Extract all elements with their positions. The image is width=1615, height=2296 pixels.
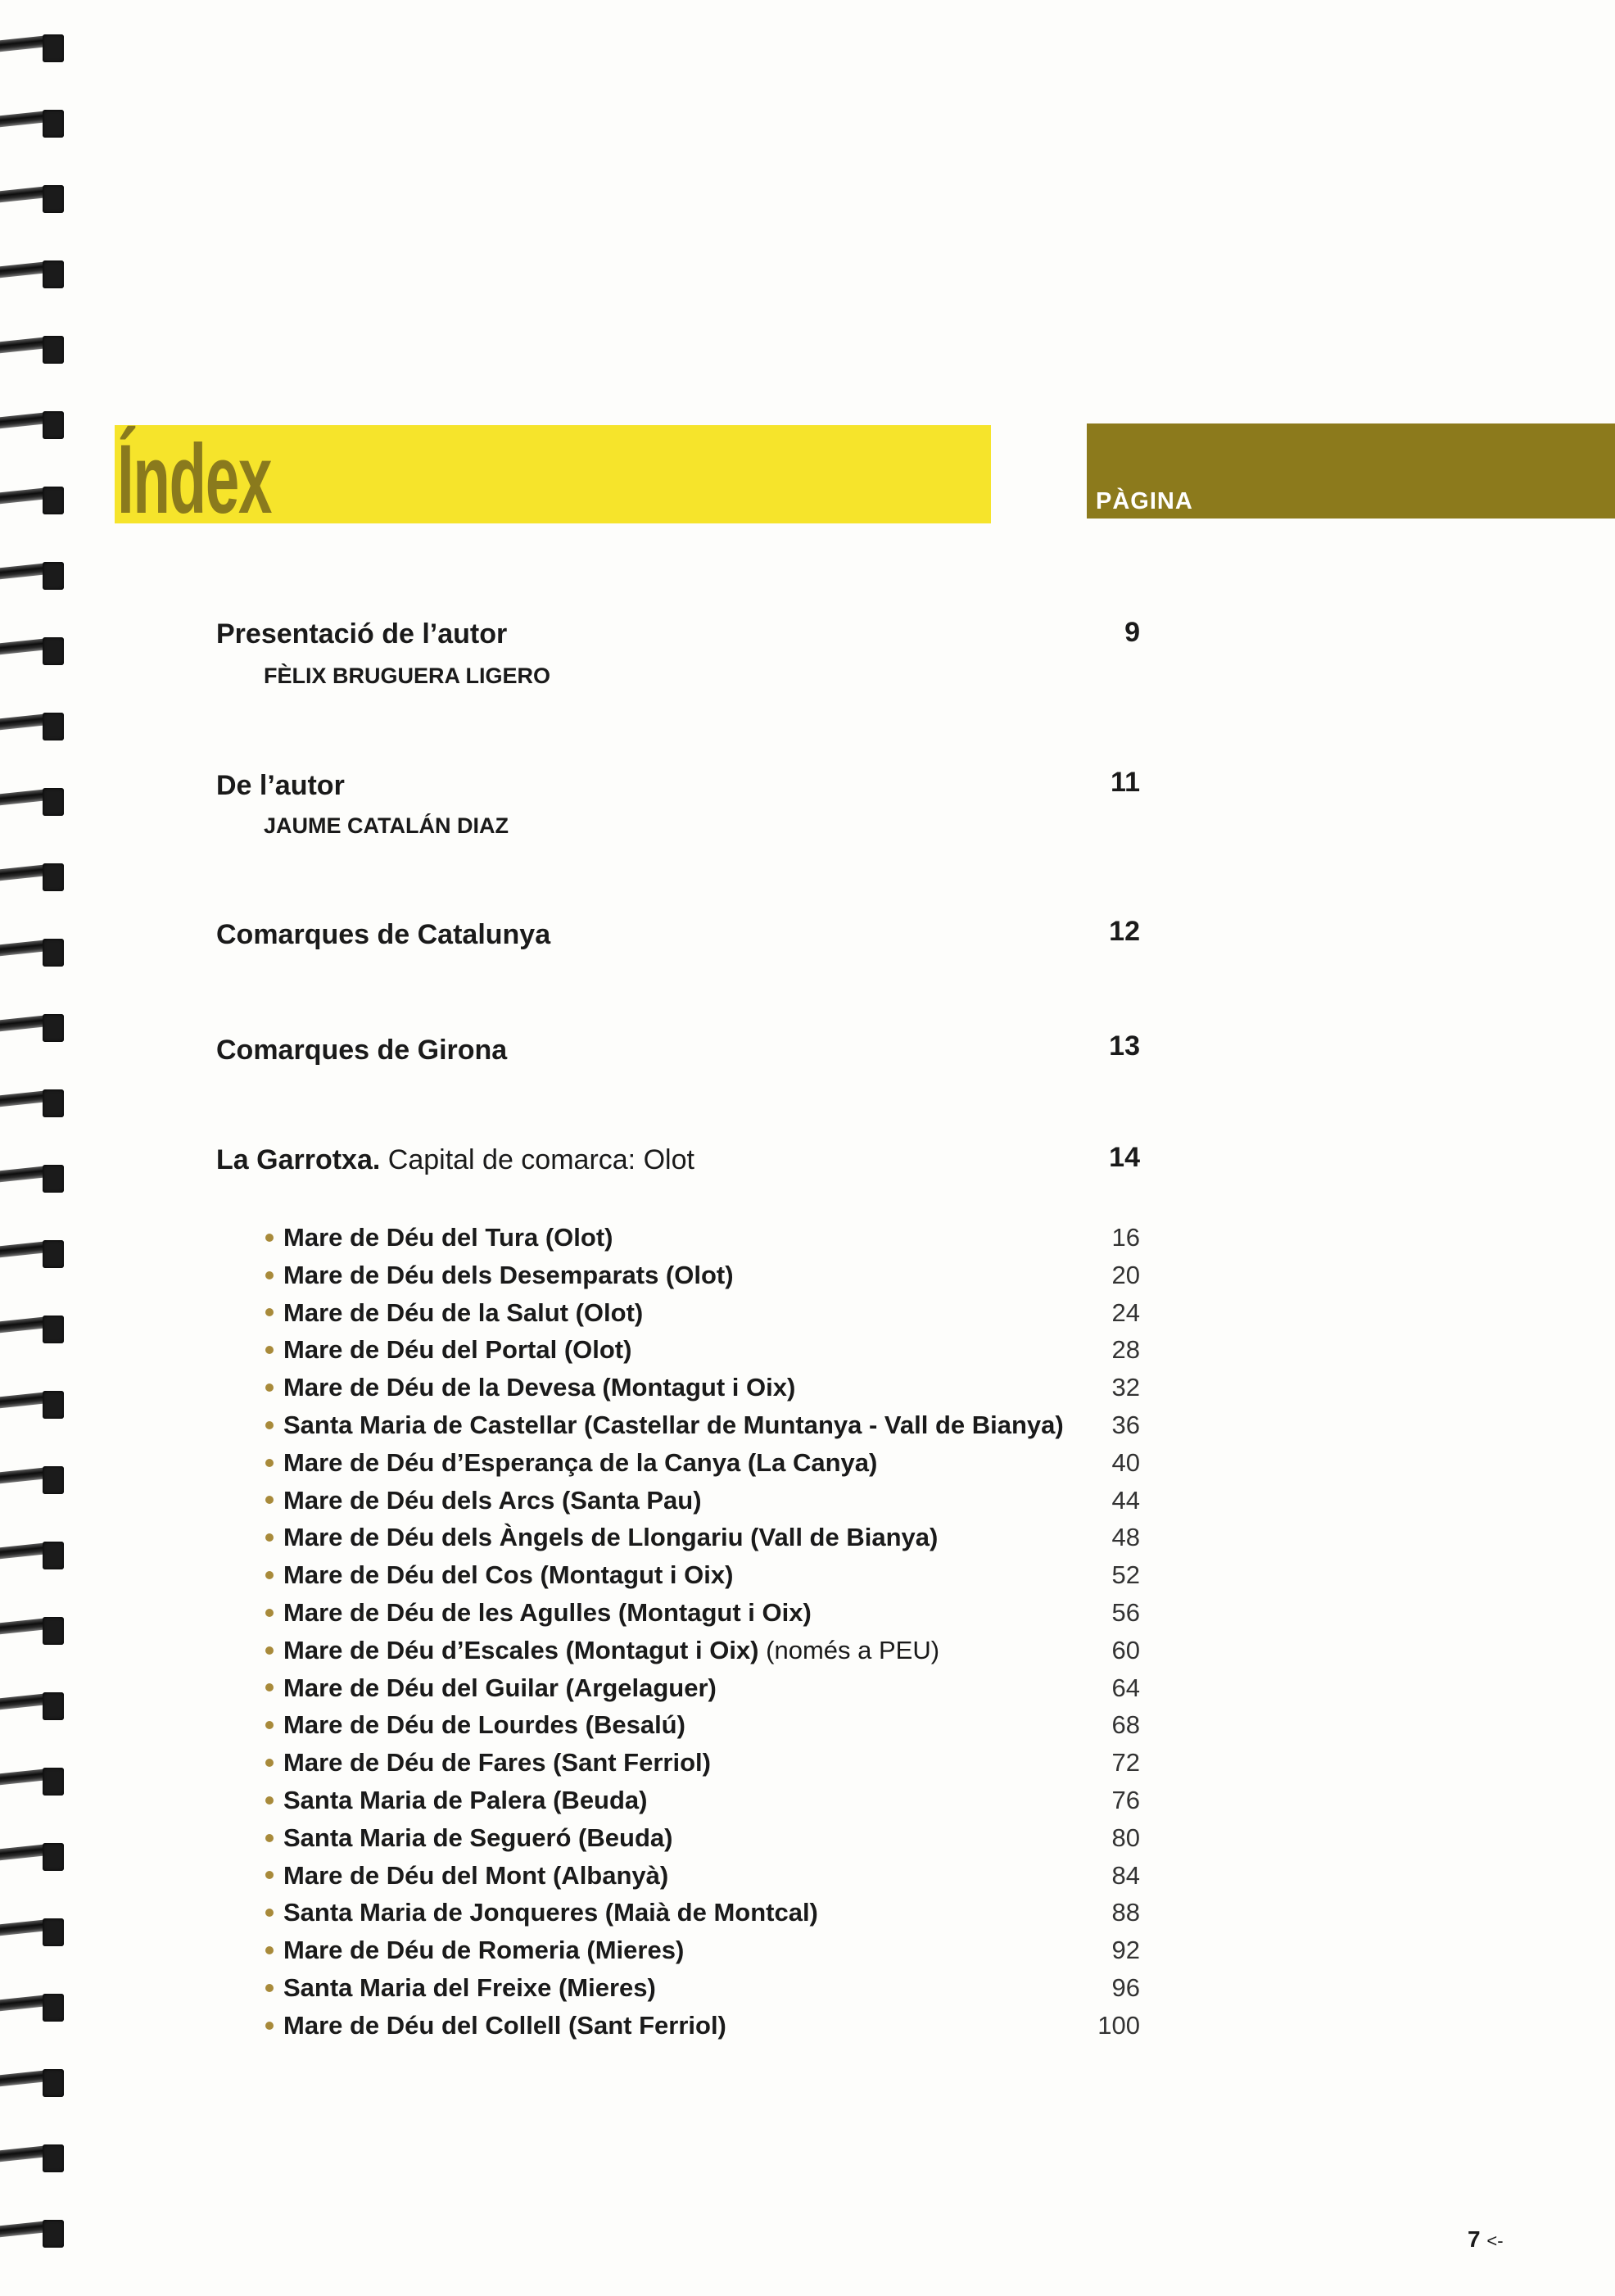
bullet-icon: [265, 1871, 274, 1879]
list-item-page: 100: [1097, 2010, 1140, 2040]
list-item-page: 32: [1111, 1373, 1140, 1402]
section-title-text: La Garrotxa.: [216, 1144, 381, 1175]
list-item: [265, 1819, 1166, 1857]
list-item: [265, 1556, 1166, 1594]
list-item-label: Mare de Déu del Collell (Sant Ferriol): [283, 2010, 726, 2040]
binding-ring: [0, 33, 64, 64]
list-item-label: Mare de Déu dels Desemparats (Olot): [283, 1260, 734, 1289]
list-item: [265, 2007, 1166, 2045]
bullet-icon: [265, 1271, 274, 1279]
list-item-label: Santa Maria de Segueró (Beuda): [283, 1823, 673, 1852]
binding-ring: [0, 183, 64, 215]
section-title: Comarques de Girona: [216, 1035, 508, 1066]
list-item-label: Mare de Déu dels Arcs (Santa Pau): [283, 1485, 702, 1515]
list-item: [265, 1706, 1166, 1744]
list-item-page: 76: [1111, 1785, 1140, 1814]
list-item: [265, 1257, 1166, 1294]
bullet-icon: [265, 1308, 274, 1316]
binding-ring: [0, 560, 64, 591]
binding-ring: [0, 2218, 64, 2249]
list-item: [265, 1519, 1166, 1556]
list-item-page: 16: [1111, 1223, 1140, 1252]
bullet-icon: [265, 1533, 274, 1542]
binding-ring: [0, 1615, 64, 1646]
bullet-icon: [265, 1383, 274, 1392]
list-item-label: Mare de Déu del Guilar (Argelaguer): [283, 1673, 717, 1702]
binding-ring: [0, 1841, 64, 1873]
bullet-icon: [265, 1609, 274, 1617]
section-page: 9: [1124, 617, 1140, 648]
bullet-icon: [265, 1234, 274, 1242]
section-title-garrotxa: [216, 1144, 694, 1176]
list-item-label: Mare de Déu d’Escales (Montagut i Oix): [283, 1635, 759, 1664]
list-item: [265, 1482, 1166, 1519]
list-item: [265, 1219, 1166, 1257]
list-item-label: Mare de Déu de Romeria (Mieres): [283, 1936, 685, 1965]
section-author: FÈLIX BRUGUERA LIGERO: [264, 663, 551, 688]
binding-ring: [0, 1917, 64, 1948]
binding-ring: [0, 636, 64, 667]
list-item-label: Mare de Déu del Tura (Olot): [283, 1223, 613, 1252]
section-title: De l’autor: [216, 770, 345, 801]
list-item-label: Mare de Déu de la Devesa (Montagut i Oix): [283, 1373, 796, 1402]
binding-ring: [0, 1766, 64, 1797]
bullet-icon: [265, 1984, 274, 1992]
binding-ring: [0, 862, 64, 893]
list-item-label: Mare de Déu dels Àngels de Llongariu (Vall de Bianya): [283, 1523, 939, 1552]
list-item-note: (només a PEU): [766, 1635, 940, 1664]
bullet-icon: [265, 2022, 274, 2030]
list-item-page: 56: [1111, 1597, 1140, 1627]
list-item-label: Mare de Déu del Cos (Montagut i Oix): [283, 1560, 734, 1590]
bullet-icon: [265, 1346, 274, 1354]
list-item-page: 68: [1111, 1710, 1140, 1740]
binding-ring: [0, 2143, 64, 2174]
binding-ring: [0, 1239, 64, 1270]
section-page: 12: [1109, 916, 1140, 947]
bullet-icon: [265, 1796, 274, 1805]
bullet-icon: [265, 1834, 274, 1842]
list-item: [265, 1594, 1166, 1632]
list-item-label: Santa Maria de Jonqueres (Maià de Montcal): [283, 1898, 818, 1927]
list-item-page: 28: [1111, 1335, 1140, 1365]
section-page: 14: [1109, 1142, 1140, 1173]
list-item: [265, 1744, 1166, 1782]
bullet-icon: [265, 1909, 274, 1917]
list-item: [265, 1857, 1166, 1895]
list-item-label: Mare de Déu de Lourdes (Besalú): [283, 1710, 685, 1740]
footer-arrow: <-: [1486, 2230, 1504, 2251]
list-item-label: Mare de Déu de la Salut (Olot): [283, 1297, 644, 1327]
bullet-icon: [265, 1571, 274, 1579]
list-item-label: Mare de Déu de les Agulles (Montagut i Oix): [283, 1597, 812, 1627]
list-item-page: 92: [1111, 1936, 1140, 1965]
footer-page-value: 7: [1468, 2226, 1481, 2252]
binding-ring: [0, 259, 64, 290]
list-item: [265, 1632, 1166, 1669]
list-item: [265, 1782, 1166, 1819]
list-item-page: 24: [1111, 1297, 1140, 1327]
list-item-page: 80: [1111, 1823, 1140, 1852]
binding-ring: [0, 1540, 64, 1571]
list-item-label: Mare de Déu d’Esperança de la Canya (La Canya): [283, 1447, 878, 1477]
list-item-page: 44: [1111, 1485, 1140, 1515]
binding-ring: [0, 108, 64, 139]
index-title: Índex: [117, 424, 272, 534]
list-item: [265, 1294, 1166, 1332]
list-item: [265, 1931, 1166, 1969]
list-item: [265, 1894, 1166, 1931]
spiral-binding: [0, 0, 90, 2296]
list-item: [265, 1369, 1166, 1406]
footer-page-number: [1468, 2226, 1504, 2253]
list-item-page: 64: [1111, 1673, 1140, 1702]
binding-ring: [0, 334, 64, 365]
binding-ring: [0, 711, 64, 742]
list-item-label: Mare de Déu de Fares (Sant Ferriol): [283, 1748, 711, 1777]
section-page: 11: [1111, 767, 1140, 798]
list-item-label: Santa Maria de Castellar (Castellar de Muntanya - Vall de Bianya): [283, 1410, 1064, 1439]
list-item-label: Santa Maria de Palera (Beuda): [283, 1785, 648, 1814]
list-item: [265, 1969, 1166, 2007]
list-item-page: 52: [1111, 1560, 1140, 1590]
binding-ring: [0, 1314, 64, 1345]
list-item-page: 72: [1111, 1748, 1140, 1777]
binding-ring: [0, 2067, 64, 2099]
binding-ring: [0, 1012, 64, 1044]
bullet-icon: [265, 1721, 274, 1729]
page-column-label: PÀGINA: [1096, 488, 1193, 514]
list-item-page: 88: [1111, 1898, 1140, 1927]
list-item-page: 20: [1111, 1260, 1140, 1289]
binding-ring: [0, 485, 64, 516]
bullet-icon: [265, 1496, 274, 1504]
bullet-icon: [265, 1646, 274, 1655]
binding-ring: [0, 1163, 64, 1194]
list-item-page: 40: [1111, 1447, 1140, 1477]
list-item-label: Mare de Déu del Portal (Olot): [283, 1335, 632, 1365]
sanctuary-list: [265, 1219, 1166, 2045]
section-author: JAUME CATALÁN DIAZ: [264, 813, 509, 838]
binding-ring: [0, 1992, 64, 2023]
binding-ring: [0, 937, 64, 968]
list-item: [265, 1331, 1166, 1369]
binding-ring: [0, 1691, 64, 1722]
section-title-suffix: Capital de comarca: Olot: [387, 1144, 694, 1175]
list-item-page: 36: [1111, 1410, 1140, 1439]
bullet-icon: [265, 1459, 274, 1467]
bullet-icon: [265, 1759, 274, 1767]
list-item-label: Santa Maria del Freixe (Mieres): [283, 1972, 656, 2002]
list-item: [265, 1444, 1166, 1482]
bullet-icon: [265, 1421, 274, 1429]
list-item-page: 84: [1111, 1860, 1140, 1890]
binding-ring: [0, 1088, 64, 1119]
list-item: [265, 1669, 1166, 1707]
binding-ring: [0, 786, 64, 817]
section-title: Comarques de Catalunya: [216, 919, 551, 950]
bullet-icon: [265, 1946, 274, 1954]
list-item-page: 96: [1111, 1972, 1140, 2002]
list-item-label: Mare de Déu del Mont (Albanyà): [283, 1860, 669, 1890]
list-item-page: 60: [1111, 1635, 1140, 1664]
bullet-icon: [265, 1683, 274, 1691]
list-item: [265, 1406, 1166, 1444]
list-item-page: 48: [1111, 1523, 1140, 1552]
binding-ring: [0, 1465, 64, 1496]
section-page: 13: [1109, 1030, 1140, 1062]
binding-ring: [0, 1389, 64, 1420]
binding-ring: [0, 410, 64, 441]
section-title: Presentació de l’autor: [216, 618, 508, 650]
